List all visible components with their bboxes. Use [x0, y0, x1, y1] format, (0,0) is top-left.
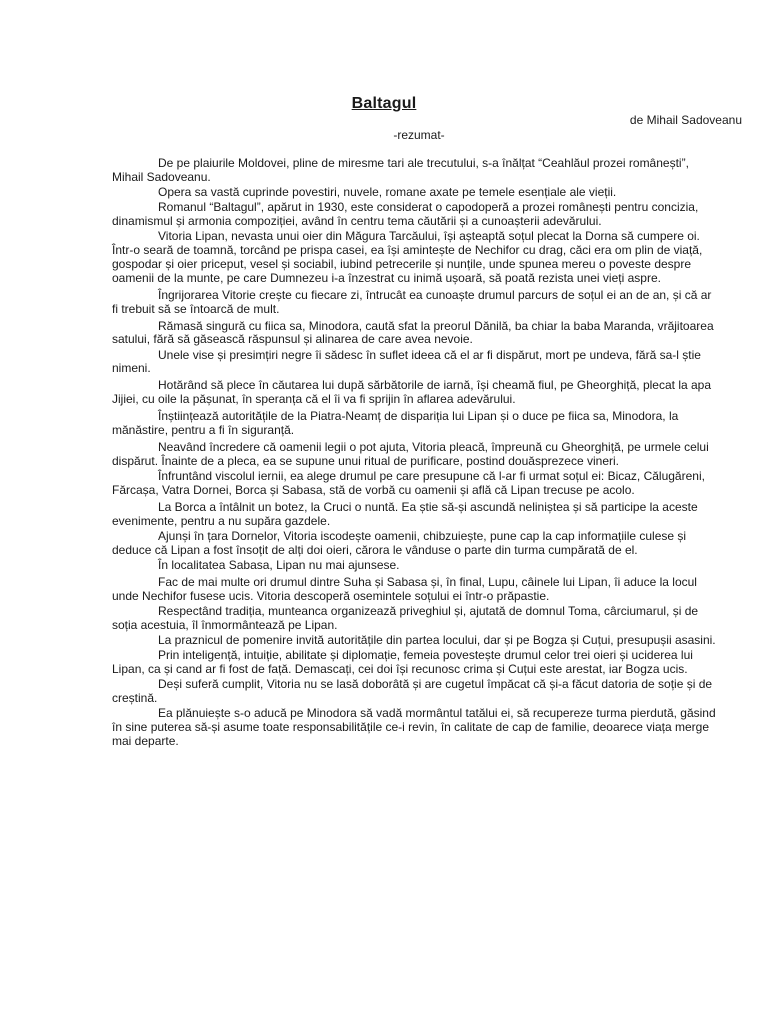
paragraph: La praznicul de pomenire invită autoritățile din partea locului, dar și pe Bogza și Cuțui, presupușii asasini. — [158, 632, 716, 647]
paragraph: Fac de mai multe ori drumul dintre Suha și Sabasa și, în final, Lupu, câinele lui Lipan, îi aduce la locul unde Nechifor fusese ucis. Vitoria descoperă osemintele soțului ei într-o prăpastie. — [112, 574, 697, 603]
document-author: de Mihail Sadoveanu — [629, 113, 742, 127]
paragraph: Înștiințează autoritățile de la Piatra-Neamț de dispariția lui Lipan și o duce pe fiica sa, Minodora, la mănăstire, pentru a fi în siguranță. — [112, 409, 679, 438]
paragraph: Romanul “Baltagul”, apărut in 1930, este considerat o capodoperă a prozei românești pentru concizia, dinamismul și armonia compoziției, având în centru tema căutării și a cunoașterii adevărului. — [112, 200, 699, 228]
paragraph: Rămasă singură cu fiica sa, Minodora, caută sfat la preorul Dănilă, ba chiar la baba Maranda, vrăjitoarea satului, fără să găsească răspunsul și alinarea de care avea nevoie. — [112, 318, 714, 347]
paragraph: La Borca a întâlnit un botez, la Cruci o nuntă. Ea știe să-și ascundă neliniștea și să participe la aceste evenimente, pentru a nu supăra gazdele. — [112, 499, 698, 528]
paragraph: Hotărând să plece în căutarea lui după sărbătorile de iarnă, își cheamă fiul, pe Gheorghiță, plecat la apa Jijiei, cu oile la pășunat, în speranța că el îi va fi sprijin în aflarea adevărului. — [112, 378, 712, 407]
document-body — [112, 157, 716, 750]
paragraph: Respectând tradiția, munteanca organizează priveghiul și, ajutată de domnul Toma, cârciumarul, și de soția acestuia, îl înmormântează pe Lipan. — [112, 603, 699, 632]
paragraph: Înfruntând viscolul iernii, ea alege drumul pe care presupune că l-ar fi urmat soțul ei: Bicaz, Călugăreni, Fărcașa, Vatra Dornei, Borca și Sabasa, stă de vorbă cu oamenii și află că Lipan trecuse pe acolo. — [112, 468, 705, 497]
paragraph: Opera sa vastă cuprinde povestiri, nuvele, romane axate pe temele esențiale ale vieții. — [158, 185, 617, 199]
paragraph: Ajunși în țara Dornelor, Vitoria iscodește oamenii, chibzuiește, pune cap la cap informațiile culese și deduce că Lipan a fost însoțit de alți doi oieri, cărora le vânduse o parte din turma cumpărată de el. — [112, 528, 687, 557]
paragraph: Deși suferă cumplit, Vitoria nu se lasă doborâtă și are cugetul împăcat că și-a făcut datoria de soție și de creștină. — [112, 676, 713, 705]
paragraph: În localitatea Sabasa, Lipan nu mai ajunsese. — [158, 557, 400, 572]
document-subtitle: -rezumat- — [393, 128, 445, 142]
paragraph: Îngrijorarea Vitorie crește cu fiecare zi, întrucât ea cunoaște drumul parcurs de soțul ei an de an, și că ar fi trebuit să se întoarcă de mult. — [112, 287, 712, 316]
paragraph: Prin inteligență, intuiție, abilitate și diplomație, femeia povestește drumul celor trei oieri și uciderea lui Lipan, ca și cand ar fi fost de față. Demascați, cei doi își recunosc crima și Cuțui este arestat, iar Bogza ucis. — [112, 647, 693, 676]
document-title: Baltagul — [351, 95, 417, 112]
paragraph: Ea plănuiește s-o aducă pe Minodora să vadă mormântul tatălui ei, să recupereze turma pierdută, găsind în sine puterea să-și asume toate responsabilitățile ce-i revin, în calitate de cap de familie, deoarece viața merge mai departe. — [112, 705, 716, 748]
paragraph: Neavând încredere că oamenii legii o pot ajuta, Vitoria pleacă, împreună cu Gheorghiță, pe urmele celui dispărut. Înainte de a pleca, ea se supune unui ritual de purificare, postind douăsprezece vineri. — [112, 439, 709, 468]
paragraph: Vitoria Lipan, nevasta unui oier din Măgura Tarcăului, își așteaptă soțul plecat la Dorna să cumpere oi. Într-o seară de toamnă, torcând pe prispa casei, ea își amintește de Nechifor cu drag, căci era om plin de viață, gospodar și oier priceput, vesel și sociabil, iubind petrecerile și nunțile, unde spunea mereu o poveste despre oamenii de la munte, pe care Dumnezeu i-a înzestrat cu inimă ușoară, să poată rezista unei vieți aspre. — [112, 229, 703, 285]
paragraph: De pe plaiurile Moldovei, pline de miresme tari ale trecutului, s-a înălțat “Ceahlăul prozei românești”, Mihail Sadoveanu. — [112, 156, 689, 184]
paragraph: Unele vise și presimțiri negre îi sădesc în suflet ideea că el ar fi dispărut, mort pe undeva, fără sa-l știe nimeni. — [112, 347, 701, 376]
